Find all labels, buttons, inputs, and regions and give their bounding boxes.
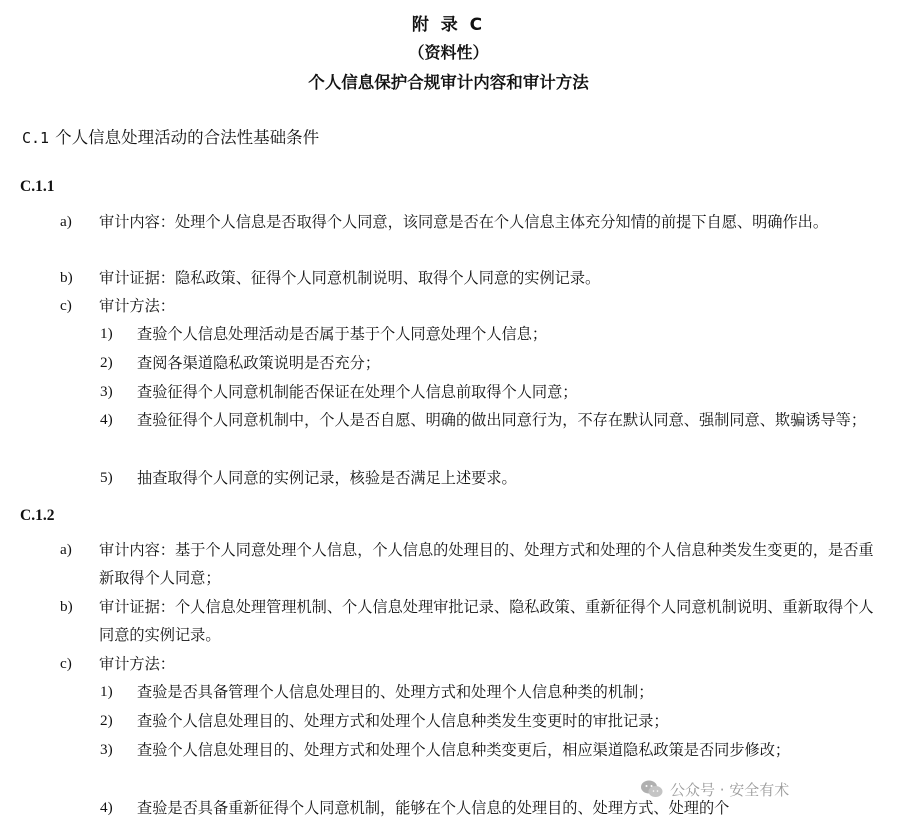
method-label: 2) bbox=[100, 712, 113, 729]
method-text: 查验个人信息处理目的、处理方式和处理个人信息种类发生变更时的审批记录； bbox=[137, 712, 669, 730]
item-label: a) bbox=[60, 541, 72, 558]
item-text: 审计方法： bbox=[99, 655, 175, 673]
clause-heading: C.1.2 bbox=[20, 507, 55, 524]
appendix-title: 附 录 C bbox=[411, 15, 486, 35]
wechat-icon bbox=[640, 779, 664, 799]
method-text: 查验个人信息处理活动是否属于基于个人同意处理个人信息； bbox=[137, 325, 548, 343]
method-label: 2) bbox=[100, 354, 113, 371]
watermark-text: 公众号 · 安全有术 bbox=[670, 780, 790, 799]
method-label: 1) bbox=[100, 683, 113, 700]
method-label: 5) bbox=[100, 469, 113, 486]
list-item bbox=[60, 208, 880, 236]
watermark bbox=[640, 776, 890, 802]
method-text: 抽查取得个人同意的实例记录，核验是否满足上述要求。 bbox=[137, 469, 517, 487]
method-item bbox=[100, 406, 880, 434]
item-label: a) bbox=[60, 213, 72, 230]
appendix-note: （资料性） bbox=[408, 43, 489, 62]
method-text: 查阅各渠道隐私政策说明是否充分； bbox=[137, 354, 380, 372]
method-text: 查验是否具备管理个人信息处理目的、处理方式和处理个人信息种类的机制； bbox=[137, 683, 654, 701]
item-label: c) bbox=[60, 297, 72, 314]
method-label: 1) bbox=[100, 325, 113, 342]
section-title: 个人信息处理活动的合法性基础条件 bbox=[55, 128, 320, 147]
clause-heading: C.1.1 bbox=[20, 178, 55, 195]
method-label: 4) bbox=[100, 799, 113, 816]
item-text: 审计证据：隐私政策、征得个人同意机制说明、取得个人同意的实例记录。 bbox=[99, 269, 601, 287]
list-item bbox=[60, 264, 880, 292]
item-text: 审计内容：处理个人信息是否取得个人同意，该同意是否在个人信息主体充分知情的前提下自愿、明确作出。 bbox=[99, 213, 828, 231]
item-label: b) bbox=[60, 598, 73, 615]
appendix-subtitle: 个人信息保护合规审计内容和审计方法 bbox=[308, 73, 589, 92]
section-number: C.1 bbox=[22, 129, 50, 147]
method-item bbox=[100, 707, 880, 735]
item-text: 审计证据：个人信息处理管理机制、个人信息处理审批记录、隐私政策、重新征得个人同意机制说明、重新取得个人同意的实例记录。 bbox=[99, 598, 874, 644]
item-label: c) bbox=[60, 655, 72, 672]
list-item bbox=[60, 650, 880, 678]
method-label: 3) bbox=[100, 741, 113, 758]
method-item bbox=[100, 349, 880, 377]
method-item bbox=[100, 378, 880, 406]
method-text: 查验征得个人同意机制能否保证在处理个人信息前取得个人同意； bbox=[137, 383, 578, 401]
list-item bbox=[60, 536, 880, 592]
method-text: 查验是否具备重新征得个人同意机制，能够在个人信息的处理目的、处理方式、处理的个 bbox=[137, 799, 730, 817]
list-item bbox=[60, 593, 880, 649]
item-text: 审计方法： bbox=[99, 297, 175, 315]
method-text: 查验征得个人同意机制中，个人是否自愿、明确的做出同意行为，不存在默认同意、强制同意、欺骗诱导等； bbox=[137, 411, 866, 429]
item-label: b) bbox=[60, 269, 73, 286]
method-item bbox=[100, 320, 880, 348]
method-label: 4) bbox=[100, 411, 113, 428]
section-heading bbox=[22, 124, 319, 148]
method-item bbox=[100, 464, 880, 492]
method-label: 3) bbox=[100, 383, 113, 400]
method-text: 查验个人信息处理目的、处理方式和处理个人信息种类变更后，相应渠道隐私政策是否同步修改； bbox=[137, 741, 791, 759]
list-item bbox=[60, 292, 880, 320]
method-item bbox=[100, 678, 880, 706]
item-text: 审计内容：基于个人同意处理个人信息，个人信息的处理目的、处理方式和处理的个人信息种类发生变更的，是否重新取得个人同意； bbox=[99, 541, 874, 587]
method-item bbox=[100, 736, 880, 764]
